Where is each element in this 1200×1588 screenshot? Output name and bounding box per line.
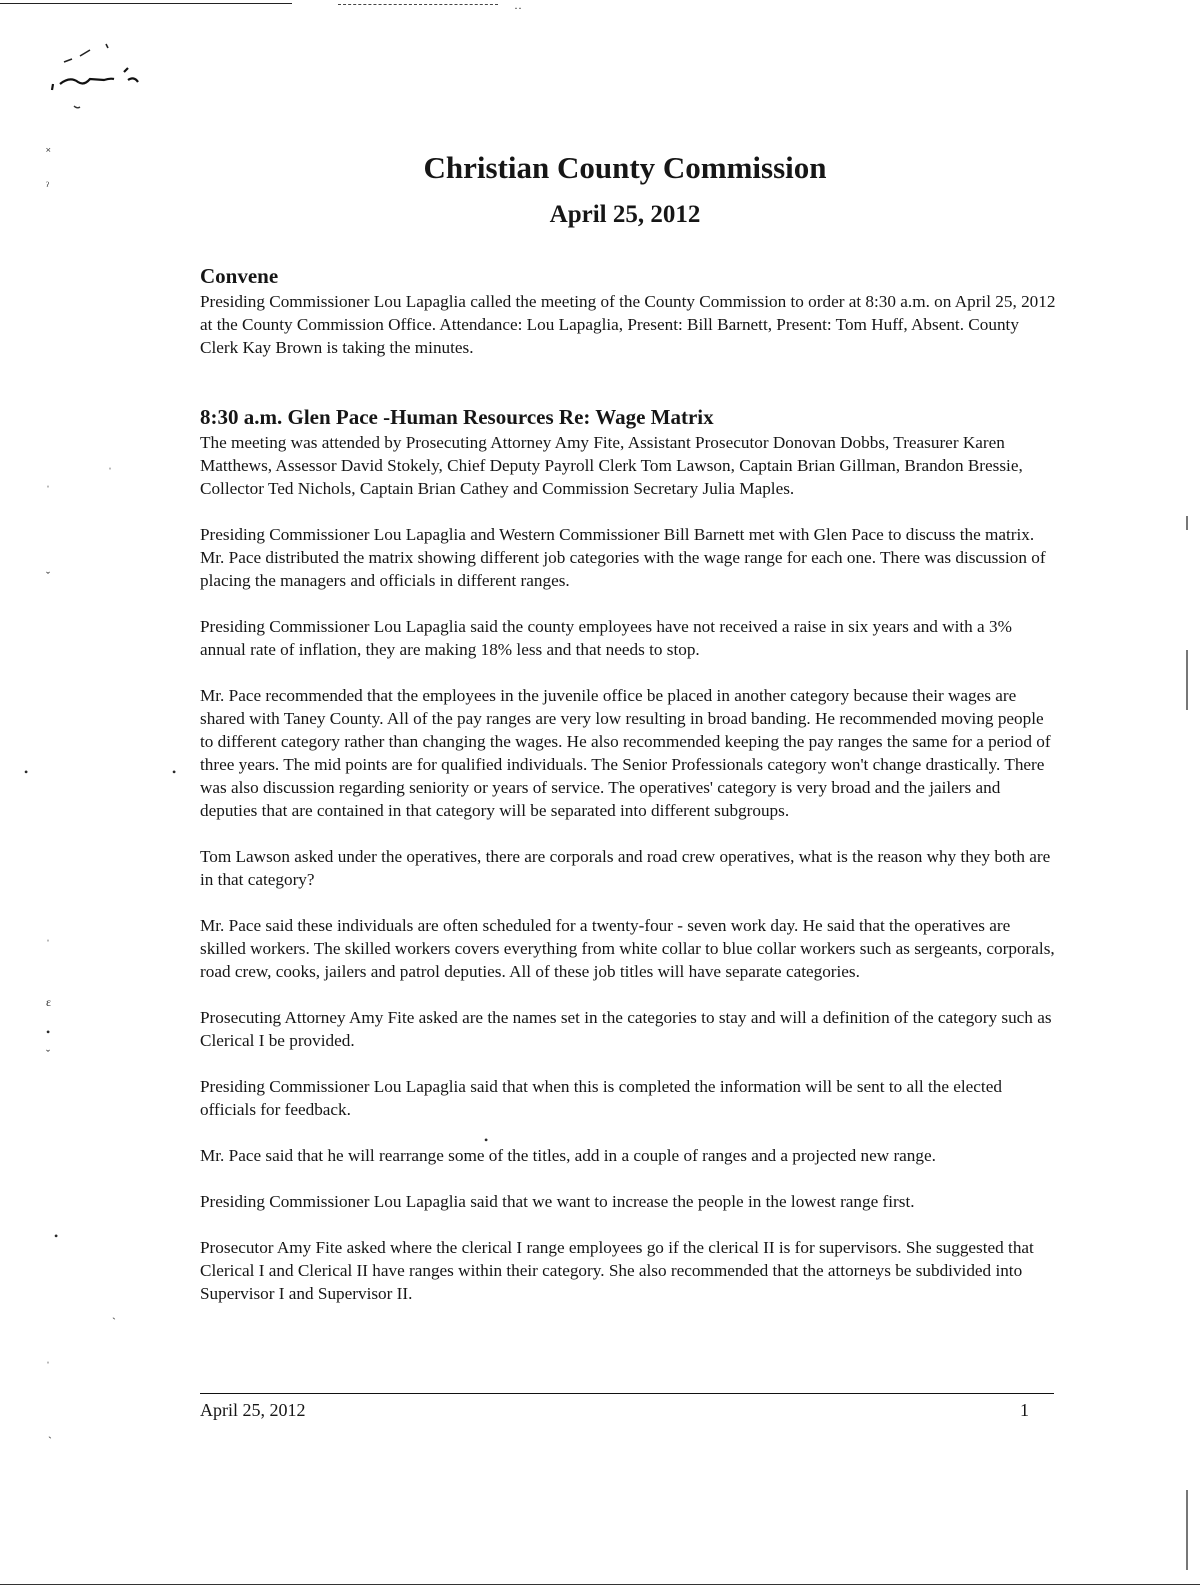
scan-speck: ˇ <box>46 1047 50 1061</box>
scan-top-rule <box>0 3 292 4</box>
paragraph: Presiding Commissioner Lou Lapaglia and Western Commissioner Bill Barnett met with Glen Pace to discuss the matrix. Mr. Pace distributed the matrix showing different job categories with the wage range for each one. There was discussion of placing the managers and officials in different ranges. <box>200 525 1046 590</box>
scan-speck: ˈ <box>108 465 112 479</box>
scan-speck: ˇ <box>46 569 50 583</box>
scan-speck: ˟ <box>46 145 51 159</box>
scan-speck: • <box>54 1229 59 1243</box>
scan-speck: • <box>172 765 177 779</box>
document-title: Christian County Commission <box>423 150 827 185</box>
section-heading: 8:30 a.m. Glen Pace -Human Resources Re: Wage Matrix <box>200 405 714 429</box>
footer-rule <box>200 1393 1054 1394</box>
page-number: 1 <box>1020 1400 1029 1420</box>
section-heading: Convene <box>200 264 279 288</box>
scan-margin-mark <box>1186 650 1188 710</box>
scan-speck: ˏ <box>48 1425 52 1439</box>
paragraph: Prosecuting Attorney Amy Fite asked are the names set in the categories to stay and will a definition of the category such as Clerical I be provided. <box>200 1008 1052 1050</box>
paragraph: Presiding Commissioner Lou Lapaglia said the county employees have not received a raise in six years and with a 3% annual rate of inflation, they are making 18% less and that needs to stop. <box>200 617 1012 659</box>
paragraph: Mr. Pace recommended that the employees in the juvenile office be placed in another category because their wages are shared with Taney County. All of the pay ranges are very low resulting in broad banding. He recommended moving people to different category rather than changing the wages. He also recommended keeping the pay ranges the same for a period of three years. The mid points are for qualified individuals. The Senior Professionals category won't change drastically. There was also discussion regarding seniority or years of service. The operatives' category is very broad and the jailers and deputies that are contained in that category will be separated into different subgroups. <box>200 686 1051 820</box>
paragraph: Prosecutor Amy Fite asked where the clerical I range employees go if the clerical II is for supervisors. She suggested that Clerical I and Clerical II have ranges within their category. She also recommended that the attorneys be subdivided into Supervisor I and Supervisor II. <box>200 1238 1034 1303</box>
paragraph: Tom Lawson asked under the operatives, there are corporals and road crew operatives, what is the reason why they both are in that category? <box>200 847 1051 889</box>
scan-speck: ɛ <box>46 995 52 1009</box>
handwritten-scribble <box>44 42 154 118</box>
section-wage-matrix <box>200 403 1060 1305</box>
scan-speck: • <box>484 1133 489 1147</box>
scan-speck: ˈ <box>46 483 50 497</box>
minutes-body <box>200 262 1060 1305</box>
scan-speck: ˋ <box>112 1315 116 1329</box>
section-convene <box>200 262 1060 359</box>
scan-margin-mark <box>1186 516 1188 530</box>
paragraph: The meeting was attended by Prosecuting Attorney Amy Fite, Assistant Prosecutor Donovan Dobbs, Treasurer Karen Matthews, Assessor David Stokely, Chief Deputy Payroll Clerk Tom Lawson, Captain Brian Gillman, Brandon Bressie, Collector Ted Nichols, Captain Brian Cathey and Commission Secretary Julia Maples. <box>200 433 1023 498</box>
paragraph: Mr. Pace said these individuals are often scheduled for a twenty-four - seven work day. He said that the operatives are skilled workers. The skilled workers covers everything from white collar to blue collar workers such as sergeants, corporals, road crew, cooks, jailers and patrol deputies. All of these job titles will have separate categories. <box>200 916 1055 981</box>
section-spacer <box>200 381 1060 403</box>
section-spacer <box>200 359 1060 381</box>
paragraph: Presiding Commissioner Lou Lapaglia said that we want to increase the people in the lowest range first. <box>200 1192 915 1211</box>
paragraph: Mr. Pace said that he will rearrange some of the titles, add in a couple of ranges and a projected new range. <box>200 1146 936 1165</box>
footer-date: April 25, 2012 <box>200 1400 306 1420</box>
scan-speck: ·· <box>514 1 522 15</box>
paragraph: Presiding Commissioner Lou Lapaglia called the meeting of the County Commission to order at 8:30 a.m. on April 25, 2012 at the County Commission Office. Attendance: Lou Lapaglia, Present: Bill Barnett, Present: Tom Huff, Absent. County Clerk Kay Brown is taking the minutes. <box>200 292 1056 357</box>
scan-top-rule-dashed <box>338 4 498 5</box>
scan-speck: ˀ <box>46 179 49 193</box>
document-date: April 25, 2012 <box>549 201 701 228</box>
scan-speck: • <box>24 765 29 779</box>
scan-speck: ˈ <box>46 1359 50 1373</box>
scan-margin-mark <box>1186 1490 1188 1570</box>
scan-bottom-edge <box>0 1584 1200 1585</box>
scan-speck: ˈ <box>46 937 50 951</box>
paragraph: Presiding Commissioner Lou Lapaglia said that when this is completed the information will be sent to all the elected officials for feedback. <box>200 1077 1002 1119</box>
scan-speck: • <box>46 1025 51 1039</box>
